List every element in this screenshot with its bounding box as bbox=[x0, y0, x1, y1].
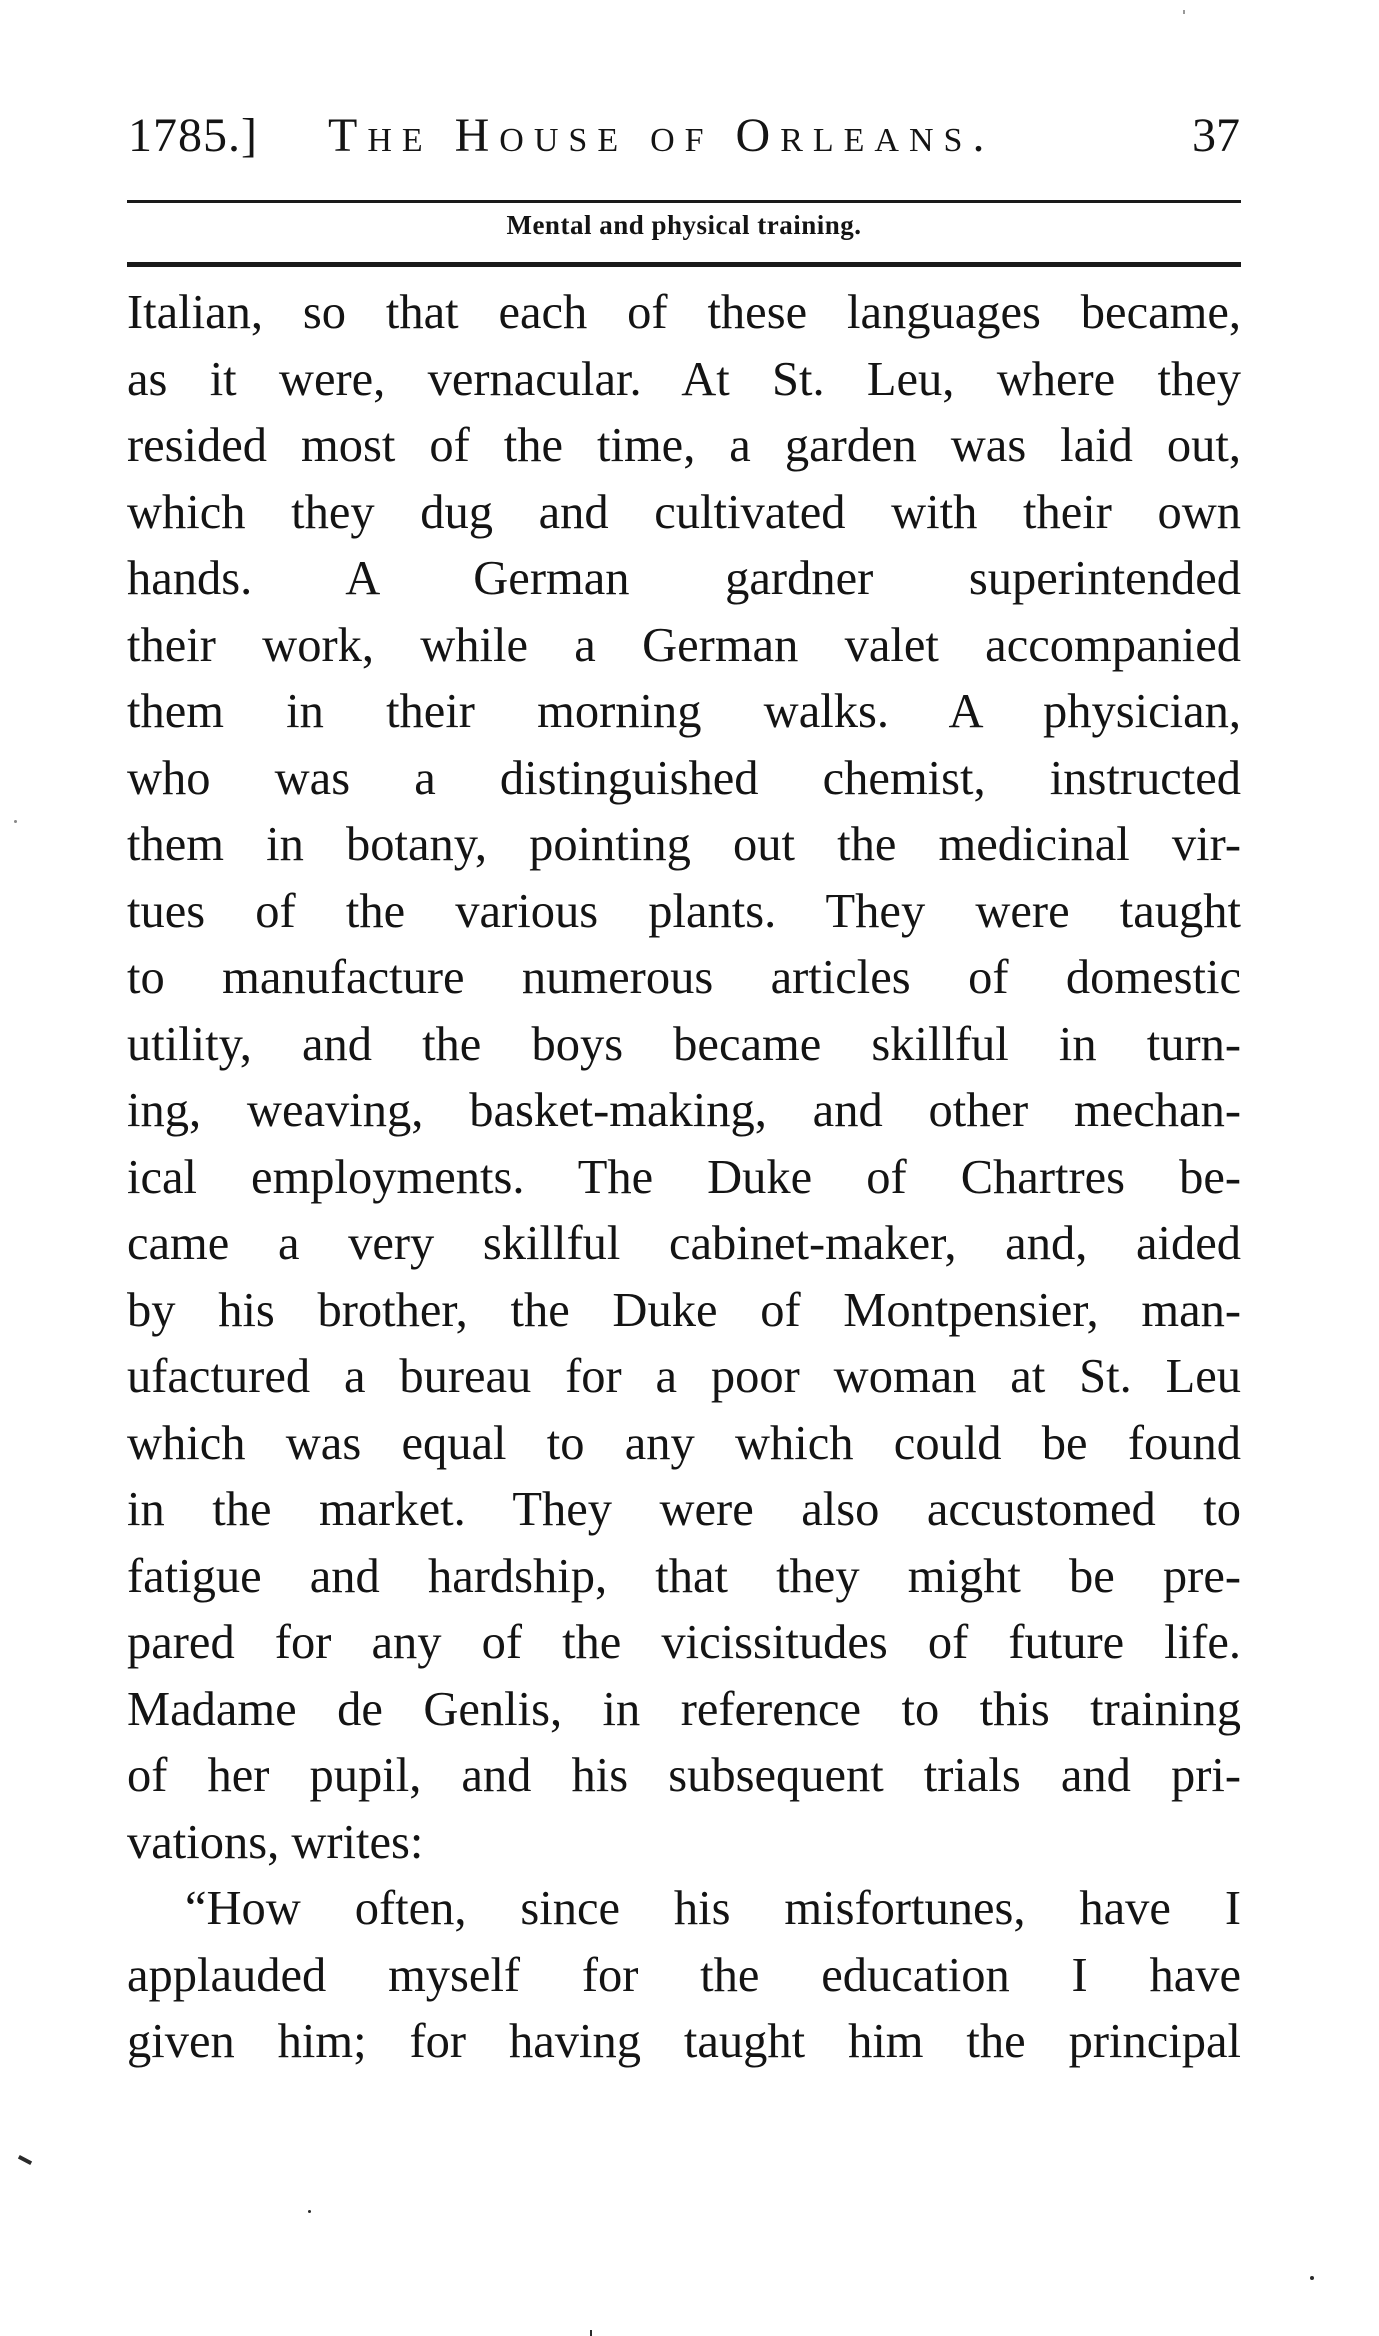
page-number: 37 bbox=[1192, 109, 1240, 162]
quote-line: “How often, since his misfortunes, have I bbox=[185, 1882, 1241, 1935]
header-rule-bottom bbox=[127, 262, 1241, 267]
scan-speck bbox=[1183, 10, 1185, 14]
scan-speck bbox=[18, 2155, 32, 2165]
header-rule-top bbox=[127, 200, 1241, 203]
text-line: fatigue and hardship, that they might be pre- bbox=[127, 1549, 1241, 1603]
text-line: ical employments. The Duke of Chartres be- bbox=[127, 1150, 1241, 1204]
text-line: who was a distinguished chemist, instructed bbox=[127, 751, 1241, 805]
text-line: of her pupil, and his subsequent trials and pri- bbox=[127, 1749, 1241, 1802]
quote-line: applauded myself for the education I have bbox=[127, 1948, 1241, 2002]
running-head bbox=[128, 108, 1240, 178]
body-text bbox=[127, 280, 1241, 2076]
scan-speck bbox=[590, 2330, 592, 2336]
text-line: Italian, so that each of these languages became, bbox=[127, 286, 1241, 339]
text-line: ing, weaving, basket-making, and other mechan- bbox=[127, 1084, 1241, 1137]
quote-line: given him; for having taught him the principal bbox=[127, 2015, 1241, 2068]
text-line: ufactured a bureau for a poor woman at St. Leu bbox=[127, 1350, 1241, 1403]
running-head-title: The House of Orleans. bbox=[328, 109, 995, 162]
text-line: which they dug and cultivated with their own bbox=[127, 485, 1241, 539]
text-line: to manufacture numerous articles of domestic bbox=[127, 951, 1241, 1004]
text-line: resided most of the time, a garden was laid out, bbox=[127, 419, 1241, 472]
text-line: their work, while a German valet accompanied bbox=[127, 618, 1241, 672]
text-line: came a very skillful cabinet-maker, and, aided bbox=[127, 1217, 1241, 1270]
text-line: pared for any of the vicissitudes of future life. bbox=[127, 1616, 1241, 1669]
running-head-year: 1785.] bbox=[128, 109, 258, 162]
text-line: Madame de Genlis, in reference to this training bbox=[127, 1682, 1241, 1736]
scan-speck bbox=[1310, 2276, 1314, 2280]
text-line: them in their morning walks. A physician, bbox=[127, 685, 1241, 738]
text-line: which was equal to any which could be found bbox=[127, 1416, 1241, 1470]
text-line: them in botany, pointing out the medicinal vir- bbox=[127, 818, 1241, 871]
scan-speck bbox=[14, 820, 17, 823]
text-line: in the market. They were also accustomed to bbox=[127, 1483, 1241, 1536]
text-line: tues of the various plants. They were taught bbox=[127, 884, 1241, 938]
text-line: utility, and the boys became skillful in turn- bbox=[127, 1017, 1241, 1071]
section-subhead: Mental and physical training. bbox=[506, 210, 862, 240]
text-line: vations, writes: bbox=[127, 1815, 424, 1869]
text-line: hands. A German gardner superintended bbox=[127, 552, 1241, 605]
text-line: by his brother, the Duke of Montpensier, man- bbox=[127, 1283, 1241, 1337]
scan-speck bbox=[308, 2210, 311, 2213]
text-line: as it were, vernacular. At St. Leu, where they bbox=[127, 352, 1241, 406]
